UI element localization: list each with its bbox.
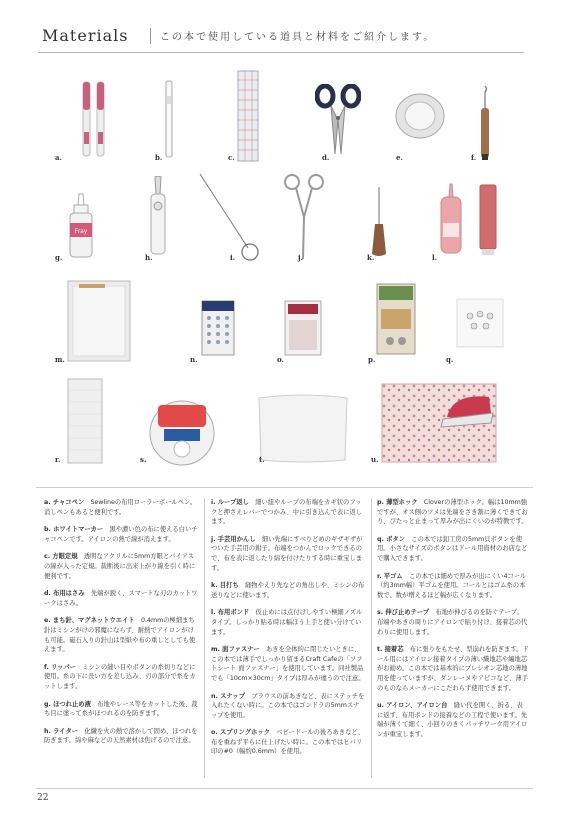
label-m: m. — [55, 355, 65, 364]
entry-j: j. 手芸用かんし 細い先端にすべりどめのギザギザがついた手芸用の鉗子。布端をつかんでロックできるので、布を表に返したり綿を付けたりする時に重宝します。 — [211, 535, 363, 572]
label-f: f. — [471, 153, 477, 162]
item-o-spring-hook-pack — [284, 300, 322, 356]
item-j-hemostat — [282, 173, 326, 261]
entry-p: p. 薄型ホック Cloverの薄型ホック。幅は10mm強ですが、オス側のツメは先端をさき割に薄くできており、ぴたっと止まって厚みが出にくいのが特徴です。 — [377, 499, 528, 526]
entry-h: h. ライター 化繊を火の熱で溶かして固め、ほつれを防ぎます。綿や麻などの天然素材は焦げるので注意。 — [44, 727, 198, 745]
page-subtitle: この本で使用している道具と材料をご紹介します。 — [160, 32, 436, 43]
entry-d: d. 布用はさみ 先端が鋭く、スマートな刃のカットワークはさみ。 — [44, 590, 198, 607]
item-m-velcro-sheet — [67, 280, 131, 362]
label-e: e. — [396, 153, 403, 162]
label-a: a. — [55, 153, 62, 162]
label-j: j. — [298, 253, 303, 262]
entry-l: l. 布用ボンド 仮止めには点付けしやすい極細ノズルタイプ。しっかり貼る時は幅ほう上手と使い分けています。 — [211, 609, 363, 636]
item-t-interfacing — [255, 392, 351, 464]
column-divider-2 — [371, 498, 372, 778]
label-t: t. — [259, 455, 265, 464]
label-c: c. — [228, 153, 235, 162]
label-d: d. — [322, 153, 330, 162]
item-b-white-marker — [162, 80, 176, 160]
label-q: q. — [446, 355, 454, 364]
entry-s: s. 伸び止めテープ 布地が伸びるのを防ぐテープ。布端やあきの周りにアイロンで貼り付け、接着芯の代わりに使用します。 — [377, 609, 528, 636]
item-g-fray-check-bottle — [67, 193, 95, 261]
item-h-lighter — [146, 176, 170, 258]
entry-q: q. ボタン この本では釦工房の5mm貝ボタンを使用。小さなサイズのボタンはドール用資材のお店などで購入できます。 — [377, 535, 528, 562]
entry-b: b. ホワイトマーカー 黒や濃い色の布に使える白いチャコペンです。アイロンの熱で線が消えます。 — [44, 526, 198, 543]
entry-g: g. ほつれ止め液 布地やレース等をカットした後、裁ち目に塗って糸がほつれるのを防ぎます。 — [44, 700, 198, 718]
entry-f: f. リッパー ミシンの縫い目やボタンの糸切りなどに使用。糸の下に長い方を差し込み、刃の部分で糸をカットします。 — [44, 663, 196, 690]
item-i-loop-turner — [196, 172, 262, 264]
label-i: i. — [230, 253, 236, 262]
entry-m: m. 面ファスナー あきを全体的に閉じたいときに、この本では薄手でしっかり留まるCraft Cafeの「ソフトシート 面ファスナー」を使用しています。同社製品でも「10cm×30cm」タイプは厚みが違うので注意。 — [211, 646, 365, 682]
entry-i: i. ループ返し 細い紐やループの布端をカギ状のフックと押さえレバーでつかみ、中に引き込んで表に返します。 — [211, 499, 363, 526]
title-divider — [150, 28, 151, 44]
label-u: u. — [371, 455, 379, 464]
label-n: n. — [190, 355, 198, 364]
label-r: r. — [55, 455, 61, 464]
item-q-buttons — [456, 298, 504, 348]
entry-o: o. スプリングホック ベビードールの後ろあきなど、布を重ねず平らに仕上げたい時に。この本ではヒバリ印の#0（幅約0.6mm）を使用。 — [211, 729, 364, 756]
item-r-elastic — [67, 378, 103, 464]
entry-t: t. 接着芯 布に張りをもたせ、型崩れを防ぎます。ドール用にはアイロン接着タイプの薄い織地芯や編地芯がお勧め。この本では基本的にプレシオン芯地の薄地用を使っていますが、ダンレーヌやアピコなど、薄手のものならメーカーにこだわらず使用できます。 — [377, 646, 529, 692]
label-s: s. — [140, 455, 147, 464]
label-h: h. — [145, 253, 153, 262]
description-column-3 — [377, 498, 529, 747]
label-p: p. — [368, 355, 376, 364]
entry-e: e. まち針、マグネットウエイト 0.4mmの極細まち針はミシンがけの邪魔にならず、耐熱でアイロンがけも可能。磁石入りの針山は型紙や布の重しとしても使えます。 — [44, 617, 196, 654]
item-s-stay-tape — [148, 399, 216, 467]
label-b: b. — [155, 153, 163, 162]
item-n-snap-card — [201, 300, 235, 356]
entry-r: r. 平ゴム この本では細めで厚みが出にくい4コール（約3mm幅）平ゴムを使用。コールとはゴム糸の本数で、数が増えるほど幅が広くなります。 — [377, 572, 527, 599]
svg-text:Fray: Fray — [74, 228, 88, 235]
item-a-chalk-pens — [80, 80, 110, 160]
label-l: l. — [432, 253, 438, 262]
description-block — [36, 487, 533, 789]
entry-n: n. スナップ ブラウスの前あきなど、表にステッチを入れたくない時に。この本ではゴンドラの5mmスナップを使用。 — [211, 692, 365, 719]
page-number: 22 — [37, 793, 49, 803]
description-column-2 — [211, 498, 365, 765]
label-o: o. — [277, 355, 284, 364]
item-k-awl — [370, 186, 388, 258]
column-divider-1 — [204, 498, 205, 778]
item-f-seam-ripper — [478, 84, 492, 164]
entry-a: a. チャコペン Sewlineの布用ローラーボールペン。消しペンもあると便利です。 — [44, 499, 197, 516]
label-k: k. — [367, 253, 375, 262]
item-e-magnet-weight — [394, 92, 446, 140]
label-g: g. — [55, 253, 63, 262]
item-c-grid-ruler — [237, 70, 259, 162]
item-d-scissors — [315, 84, 361, 156]
description-column-1 — [44, 498, 198, 754]
page-header — [38, 22, 524, 53]
entry-c: c. 方眼定規 透明なアクリルに5mm方眼とバイアスの線が入った定規。裁断後に出来上がり線を引く時に便利です。 — [44, 553, 196, 580]
item-u-iron-and-board — [381, 383, 497, 463]
item-l-fabric-glue — [436, 183, 502, 257]
page-title: Materials — [42, 26, 129, 45]
entry-k: k. 目打ち 縫物やえり先などの角出しや、ミシンの布送りなどに使います。 — [211, 582, 365, 599]
entry-u: u. アイロン、アイロン台 縫い代を開く、折る、表に返す、布用ボンドの接着などの工程で使います。先端が薄くて細く、小回りのきくパッチワーク用アイロンが重宝します。 — [377, 702, 528, 738]
item-p-flat-hook-pack — [376, 283, 416, 355]
